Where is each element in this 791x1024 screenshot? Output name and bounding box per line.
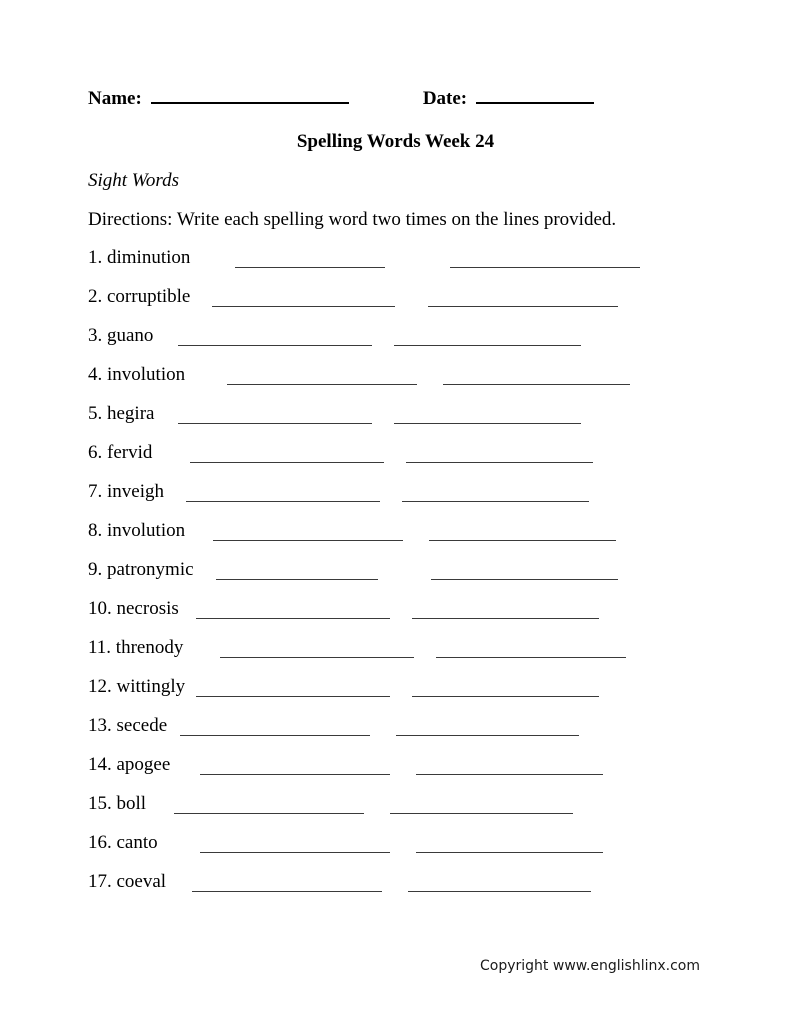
word-row (88, 286, 748, 325)
word-row (88, 403, 748, 442)
name-label: Name: (88, 88, 142, 109)
spelling-word-list (88, 247, 748, 910)
write-line-second[interactable] (428, 286, 618, 307)
write-line-second[interactable] (406, 442, 593, 463)
name-input-line[interactable] (151, 88, 349, 104)
word-row (88, 520, 748, 559)
write-line-first[interactable] (174, 793, 364, 814)
word-row (88, 598, 748, 637)
write-line-first[interactable] (192, 871, 382, 892)
write-line-first[interactable] (196, 676, 390, 697)
write-line-first[interactable] (190, 442, 384, 463)
write-line-first[interactable] (178, 403, 372, 424)
word-row (88, 754, 748, 793)
word-label: 7. inveigh (88, 481, 164, 502)
write-line-second[interactable] (408, 871, 591, 892)
page-title: Spelling Words Week 24 (296, 131, 495, 152)
word-label: 9. patronymic (88, 559, 194, 580)
word-label: 17. coeval (88, 871, 167, 892)
write-line-second[interactable] (443, 364, 630, 385)
write-line-second[interactable] (394, 403, 581, 424)
word-label: 16. canto (88, 832, 158, 853)
word-label: 2. corruptible (88, 286, 191, 307)
word-row (88, 715, 748, 754)
write-line-first[interactable] (227, 364, 417, 385)
word-row (88, 793, 748, 832)
directions-text: Directions: Write each spelling word two times on the lines provided. (88, 209, 617, 230)
word-row (88, 871, 748, 910)
word-row (88, 442, 748, 481)
word-row (88, 481, 748, 520)
word-label: 15. boll (88, 793, 147, 814)
word-label: 4. involution (88, 364, 186, 385)
write-line-second[interactable] (431, 559, 618, 580)
name-date-header (88, 88, 703, 112)
word-label: 12. wittingly (88, 676, 186, 697)
write-line-second[interactable] (450, 247, 640, 268)
word-row (88, 247, 748, 286)
write-line-second[interactable] (416, 754, 603, 775)
word-label: 3. guano (88, 325, 154, 346)
word-row (88, 676, 748, 715)
write-line-first[interactable] (235, 247, 385, 268)
write-line-first[interactable] (180, 715, 370, 736)
write-line-first[interactable] (186, 481, 380, 502)
word-row (88, 832, 748, 871)
word-label: 13. secede (88, 715, 168, 736)
write-line-second[interactable] (412, 598, 599, 619)
word-label: 5. hegira (88, 403, 155, 424)
write-line-second[interactable] (402, 481, 589, 502)
write-line-second[interactable] (416, 832, 603, 853)
word-label: 11. threnody (88, 637, 184, 658)
write-line-first[interactable] (200, 832, 390, 853)
write-line-first[interactable] (200, 754, 390, 775)
copyright-footer: Copyright www.englishlinx.com (480, 958, 700, 974)
word-row (88, 364, 748, 403)
date-label: Date: (422, 88, 468, 109)
write-line-first[interactable] (196, 598, 390, 619)
write-line-second[interactable] (436, 637, 626, 658)
word-label: 8. involution (88, 520, 186, 541)
write-line-first[interactable] (212, 286, 395, 307)
word-row (88, 325, 748, 364)
word-label: 14. apogee (88, 754, 171, 775)
word-row (88, 637, 748, 676)
word-label: 10. necrosis (88, 598, 179, 619)
write-line-second[interactable] (396, 715, 579, 736)
word-label: 1. diminution (88, 247, 191, 268)
write-line-first[interactable] (213, 520, 403, 541)
write-line-second[interactable] (390, 793, 573, 814)
write-line-second[interactable] (412, 676, 599, 697)
word-label: 6. fervid (88, 442, 153, 463)
worksheet-subtitle: Sight Words (88, 170, 179, 191)
word-row (88, 559, 748, 598)
write-line-second[interactable] (429, 520, 616, 541)
write-line-first[interactable] (216, 559, 378, 580)
write-line-first[interactable] (220, 637, 414, 658)
write-line-first[interactable] (178, 325, 372, 346)
date-input-line[interactable] (476, 88, 594, 104)
write-line-second[interactable] (394, 325, 581, 346)
